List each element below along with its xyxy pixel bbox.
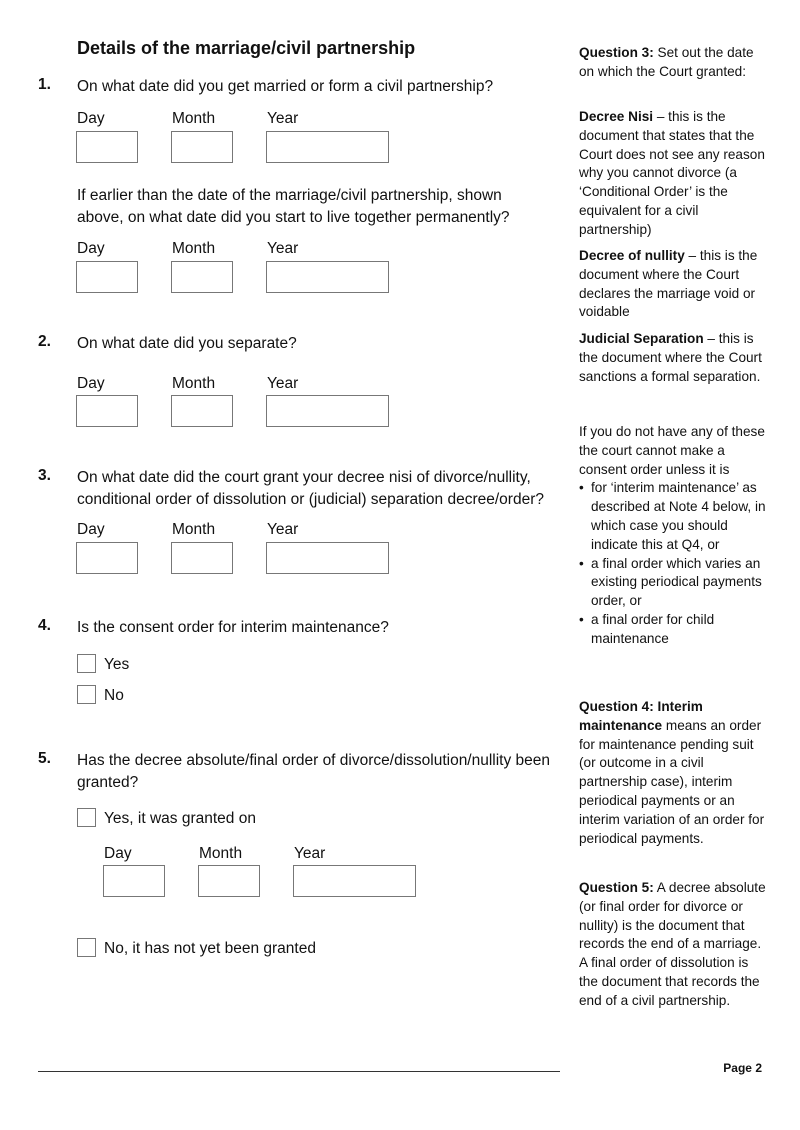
q4-no-label: No — [104, 687, 124, 704]
q1b-month-label: Month — [172, 240, 216, 257]
q5-year-label: Year — [294, 845, 326, 862]
note-judicial-separation — [579, 330, 769, 386]
q1-day-field[interactable] — [76, 131, 138, 163]
q1-number: 1. — [38, 76, 51, 93]
q1-month-label: Month — [172, 110, 216, 127]
q5-month-label: Month — [199, 845, 243, 862]
note-q3-text: Set out the date on which the Court granted: — [579, 45, 754, 79]
q4-yes-label: Yes — [104, 656, 130, 673]
q2-number: 2. — [38, 333, 51, 350]
q5-year-field[interactable] — [293, 865, 416, 897]
q1-text: On what date did you get married or form a civil partnership? — [77, 78, 494, 95]
q2-day-label: Day — [77, 375, 105, 392]
note-judicial-text: – this is the document where the Court sanctions a formal separation. — [579, 331, 762, 384]
note-bullet: • a final order which varies an existing periodical payments order, or — [579, 555, 769, 611]
q2-year-field[interactable] — [266, 395, 389, 427]
note-q4 — [579, 698, 769, 848]
note-decree-nisi-term: Decree Nisi — [579, 109, 654, 124]
note-q4-text: means an order for maintenance pending suit (or outcome in a civil partnership case), interim periodical payments or an interim variation of an order for periodical payments. — [579, 717, 765, 846]
q2-year-label: Year — [267, 375, 299, 392]
q5-number: 5. — [38, 750, 51, 767]
note-q5-heading: Question 5: — [579, 880, 654, 895]
q5-yes-label: Yes, it was granted on — [104, 810, 256, 827]
note-bullet: • for ‘interim maintenance’ as described at Note 4 below, in which case you should indicate this at Q4, or — [579, 479, 769, 554]
footer-rule — [38, 1071, 560, 1072]
page-number: Page 2 — [723, 1061, 762, 1075]
q3-number: 3. — [38, 467, 51, 484]
q2-month-label: Month — [172, 375, 216, 392]
note-no-documents-text: If you do not have any of these the court cannot make a consent order unless it is — [579, 424, 765, 477]
note-decree-nisi-text: – this is the document that states that the Court does not see any reason why you cannot divorce (a ‘Conditional Order’ is the equivalent for a civil partnership) — [579, 109, 765, 237]
q4-text: Is the consent order for interim maintenance? — [77, 619, 389, 636]
q5-yes-checkbox[interactable] — [77, 808, 96, 827]
q5-text: Has the decree absolute/final order of divorce/dissolution/nullity been granted? — [77, 752, 551, 791]
q1b-year-label: Year — [267, 240, 299, 257]
q3-day-field[interactable] — [76, 542, 138, 574]
note-q4-heading: Question 4: Interim maintenance — [579, 699, 703, 733]
q5-no-label: No, it has not yet been granted — [104, 940, 316, 957]
q1b-year-field[interactable] — [266, 261, 389, 293]
q5-day-field[interactable] — [103, 865, 165, 897]
q5-day-label: Day — [104, 845, 132, 862]
q3-year-field[interactable] — [266, 542, 389, 574]
note-nullity — [579, 247, 769, 322]
note-judicial-term: Judicial Separation — [579, 331, 704, 346]
section-title: Details of the marriage/civil partnership — [77, 38, 416, 58]
note-decree-nisi — [579, 108, 769, 240]
note-bullet: • a final order for child maintenance — [579, 611, 769, 649]
q1-followup-text: If earlier than the date of the marriage/civil partnership, shown above, on what date did you start to live together permanently? — [77, 187, 510, 226]
q3-month-field[interactable] — [171, 542, 233, 574]
q1b-day-field[interactable] — [76, 261, 138, 293]
q3-year-label: Year — [267, 521, 299, 538]
note-nullity-text: – this is the document where the Court declares the marriage void or voidable — [579, 248, 758, 320]
note-q5-text: A decree absolute (or final order for divorce or nullity) is the document that records the end of a marriage. A final order of dissolution is the document that records the end of a civil partnership. — [579, 880, 766, 1008]
note-bullet-list — [579, 479, 769, 648]
q3-text: On what date did the court grant your decree nisi of divorce/nullity, conditional order of dissolution or (judicial) separation decree/order? — [77, 469, 544, 508]
q2-month-field[interactable] — [171, 395, 233, 427]
q4-yes-checkbox[interactable] — [77, 654, 96, 673]
q3-day-label: Day — [77, 521, 105, 538]
q1-year-label: Year — [267, 110, 299, 127]
q5-no-checkbox[interactable] — [77, 938, 96, 957]
q1-day-label: Day — [77, 110, 105, 127]
q2-day-field[interactable] — [76, 395, 138, 427]
q2-text: On what date did you separate? — [77, 335, 297, 352]
note-q5 — [579, 879, 769, 1011]
q3-month-label: Month — [172, 521, 216, 538]
q5-month-field[interactable] — [198, 865, 260, 897]
note-no-documents — [579, 423, 769, 649]
q1b-month-field[interactable] — [171, 261, 233, 293]
q4-number: 4. — [38, 617, 51, 634]
q1b-day-label: Day — [77, 240, 105, 257]
note-nullity-term: Decree of nullity — [579, 248, 685, 263]
q1-month-field[interactable] — [171, 131, 233, 163]
q4-no-checkbox[interactable] — [77, 685, 96, 704]
note-q3 — [579, 44, 769, 82]
q1-year-field[interactable] — [266, 131, 389, 163]
note-q3-heading: Question 3: — [579, 45, 654, 60]
